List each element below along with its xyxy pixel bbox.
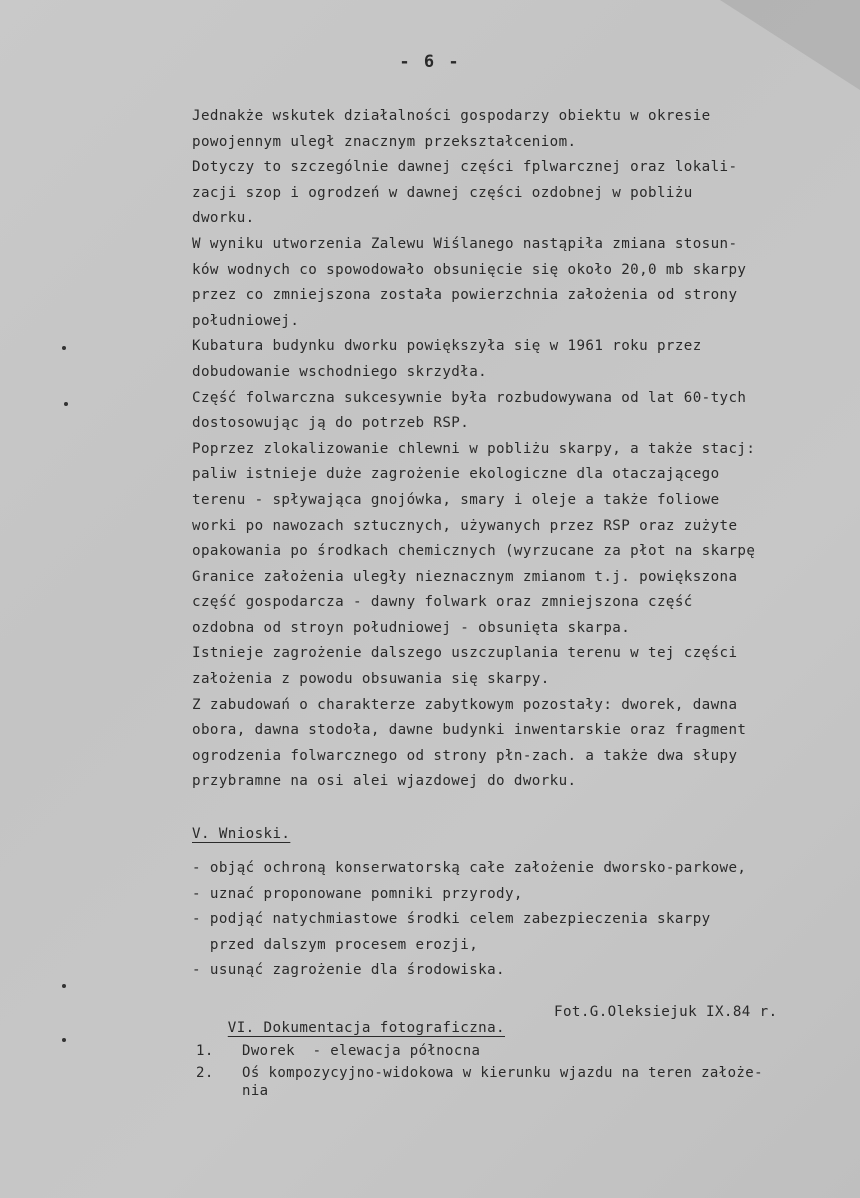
photo-item-number: 1. [196,1043,214,1059]
conclusion-item: - uznać proponowane pomniki przyrody, [192,885,523,902]
conclusion-item: - objąć ochroną konserwatorską całe założenie dworsko-parkowe, [192,860,747,876]
text-line: zacji szop i ogrodzeń w dawnej części ozdobnej w pobliżu [192,184,693,201]
photo-item-number: 2. [196,1065,214,1081]
photo-item-continuation: nia [242,1083,269,1099]
text-line: opakowania po środkach chemicznych (wyrzucane za płot na skarpę [192,543,756,560]
margin-dot [62,984,66,988]
conclusion-item: - usunąć zagrożenie dla środowiska. [192,962,505,979]
conclusion-item: - podjąć natychmiastowe środki celem zabezpieczenia skarpy [192,911,711,928]
text-line: Poprzez zlokalizowanie chlewni w pobliżu skarpy, a także stacj: [192,440,756,457]
photo-item-text: Oś kompozycyjno-widokowa w kierunku wjazdu na teren założe- [242,1065,763,1081]
text-line: paliw istnieje duże zagrożenie ekologiczne dla otaczającego [192,466,720,483]
text-line: przez co zmniejszona została powierzchnia założenia od strony [192,287,738,304]
margin-dot [64,402,68,406]
text-line: dobudowanie wschodniego skrzydła. [192,363,488,380]
section-v-list [192,856,860,984]
section-vi-heading: VI. Dokumentacja fotograficzna. [227,1020,505,1036]
text-line: część gospodarcza - dawny folwark oraz zmniejszona część [192,594,693,611]
text-line: ozdobna od stroyn południowej - obsunięta skarpa. [192,619,631,636]
body-text [192,104,860,795]
text-line: obora, dawna stodoła, dawne budynki inwentarskie oraz fragment [192,722,747,739]
text-line: przybramne na osi alei wjazdowej do dworku. [192,773,577,790]
section-v-heading: V. Wnioski. [192,826,291,842]
text-line: południowej. [192,312,300,329]
text-line: ków wodnych co spowodowało obsunięcie się około 20,0 mb skarpy [192,261,747,278]
text-line: założenia z powodu obsuwania się skarpy. [192,671,550,688]
text-line: W wyniku utworzenia Zalewu Wiślanego nastąpiła zmiana stosun- [192,235,738,252]
text-line: terenu - spływająca gnojówka, smary i oleje a także foliowe [192,491,720,508]
text-line: Dotyczy to szczególnie dawnej części fplwarcznej oraz lokali- [192,159,738,176]
text-line: ogrodzenia folwarcznego od strony płn-zach. a także dwa słupy [192,747,738,764]
margin-dot [62,1038,66,1042]
text-line: Granice założenia uległy nieznacznym zmianom t.j. powiększona [192,568,738,585]
text-line: Część folwarczna sukcesywnie była rozbudowywana od lat 60-tych [192,389,747,406]
text-line: dworku. [192,210,255,227]
photo-item [196,1042,860,1060]
page-number: - 6 - [399,52,461,72]
text-line: Z zabudowań o charakterze zabytkowym pozostały: dworek, dawna [192,696,738,713]
photo-item-text: Dworek - elewacja północna [242,1043,481,1059]
text-line: worki po nawozach sztucznych, używanych przez RSP oraz zużyte [192,517,738,534]
margin-dot [62,346,66,350]
text-line: Istnieje zagrożenie dalszego uszczuplania terenu w tej części [192,645,738,662]
text-line: Kubatura budynku dworku powiększyła się w 1961 roku przez [192,338,702,355]
text-line: Jednakże wskutek działalności gospodarzy obiektu w okresie [192,108,711,124]
photo-list [196,1042,860,1104]
page-corner-shadow [720,0,860,90]
photo-item [196,1064,860,1100]
photo-credit: Fot.G.Oleksiejuk IX.84 r. [554,1004,778,1020]
text-line: dostosowując ją do potrzeb RSP. [192,415,470,432]
text-line: powojennym uległ znacznym przekształceniom. [192,133,577,150]
conclusion-item: przed dalszym procesem erozji, [192,936,479,953]
